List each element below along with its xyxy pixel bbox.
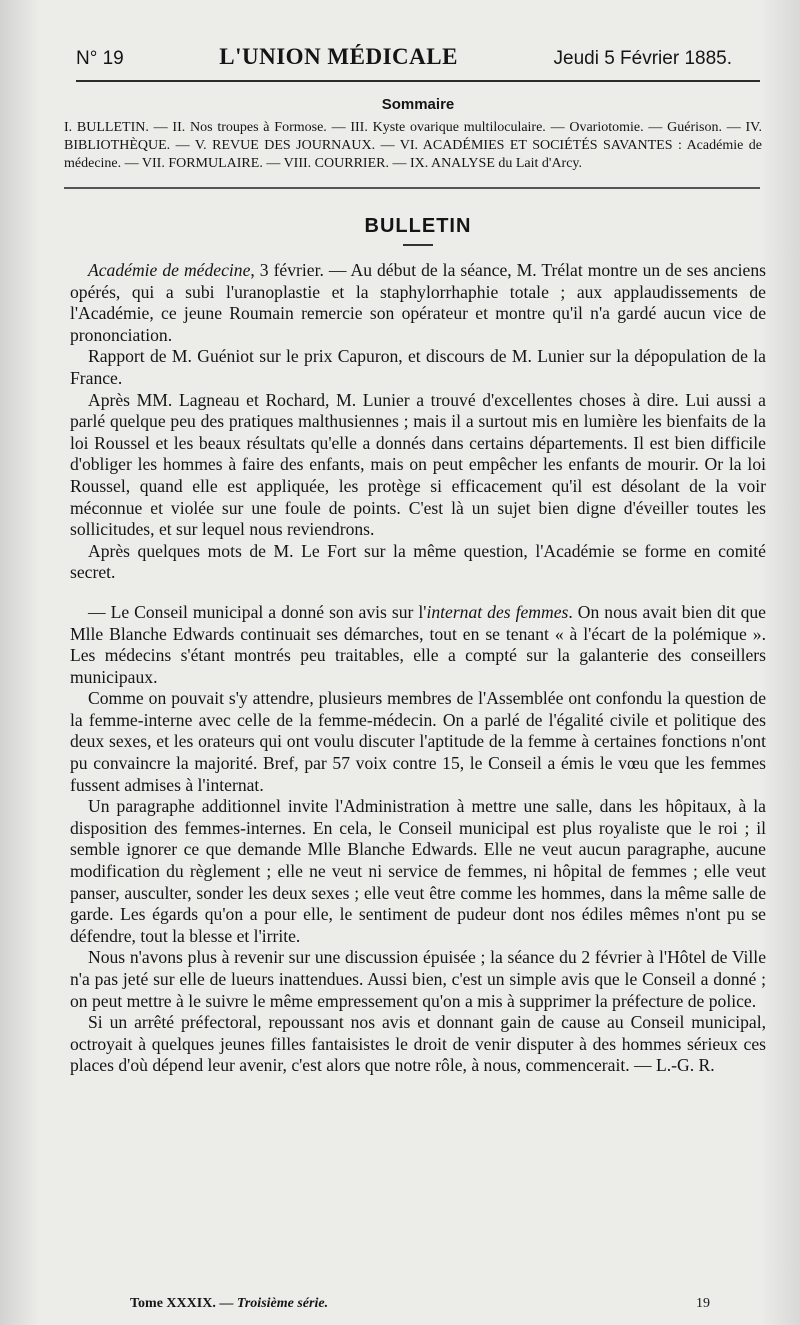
series-label: Troisième série. [236,1296,329,1311]
issue-date: Jeudi 5 Février 1885. [553,48,732,69]
internat-title: internat des femmes [426,601,569,622]
paragraph-4: Après quelques mots de M. Le Fort sur la même question, l'Académie se forme en comité secret. [70,540,766,583]
bulletin-underline [403,244,433,246]
paragraph-3: Après MM. Lagneau et Rochard, M. Lunier a trouvé d'excellentes choses à dire. Lui aussi a parlé quelque peu des pratiques malthusiennes ; mais il a surtout mis en lumière les bienfaits de la loi Roussel et les beaux résultats qu'elle a donnés dans certains départements. Il est bien difficile d'obliger les hommes à faire des enfants, mais on peut empêcher les enfants de mourir. Or la loi Roussel, quand elle est appliquée, les protège si efficacement qu'il est désolant de la voir méconnue et violée sur une foule de points. C'est là un sujet bien digne d'éveiller toutes les sollicitudes, et sur lequel nous reviendrons. [70,389,766,540]
page-footer [130,1296,710,1312]
paragraph-7: Un paragraphe additionnel invite l'Administration à mettre une salle, dans les hôpitaux, à la disposition des femmes-internes. En cela, le Conseil municipal est plus royaliste que le roi ; il semble ignorer ce que demande Mlle Blanche Edwards. Elle ne veut aucun paragraphe, aucune modification du règlement ; elle ne veut ni service de femmes, ni hôpital de femmes ; elle veut panser, ausculter, sonder les deux sexes ; elle veut être comme les hommes, dans la même salle de garde. Les égards qu'on a pour elle, le sentiment de pudeur dont nos édiles mêmes n'ont pu se défendre, tout la blesse et l'irrite. [70,796,766,946]
page-header [76,44,760,70]
bulletin-heading: BULLETIN [364,215,472,237]
paragraph-9: Si un arrêté préfectoral, repoussant nos avis et donnant gain de cause au Conseil municipal, octroyait à quelques jeunes filles fantaisistes le droit de venir disputer à des hommes sérieux ces places d'où dépend leur avenir, c'est alors que notre rôle, à nous, commencerait. — L.-G. R. [70,1012,766,1076]
academy-title: Académie de médecine [88,260,251,280]
paragraph-5-end: . On nous avait bien dit que Mlle Blanche Edwards continuait ses démarches, tout en se tenant « à l'écart de la polémique ». Les médecins s'étant montrés peu traitables, elle a compté sur la galanterie des conseillers municipaux. [70,601,766,687]
article-body [70,260,766,1077]
paragraph-6: Comme on pouvait s'y attendre, plusieurs membres de l'Assemblée ont confondu la question de la femme-interne avec celle de la femme-médecin. On a parlé de l'égalité civile et politique des deux sexes, et les orateurs qui ont voulu discuter l'aptitude de la femme à certaines fonctions n'ont pu convaincre la majorité. Bref, par 57 voix contre 15, le Conseil a émis le vœu que les femmes fussent admises à l'internat. [70,688,766,795]
summary-rule [64,187,760,189]
paragraph-5-start: — Le Conseil municipal a donné son avis sur l' [88,601,427,622]
summary-text: I. BULLETIN. — II. Nos troupes à Formose. — III. Kyste ovarique multiloculaire. — Ovariotomie. — Guérison. — IV. BIBLIOTHÈQUE. — V. REVUE DES JOURNAUX. — VI. ACADÉMIES ET SOCIÉTÉS SAVANTES : Académie de médecine. — VII. FORMULAIRE. — VIII. COURRIER. — IX. ANALYSE du Lait d'Arcy. [64,120,762,171]
journal-title: L'UNION MÉDICALE [219,44,458,69]
issue-number: N° 19 [76,48,124,69]
tome-label: Tome XXXIX. — [130,1296,237,1311]
header-rule [76,80,760,82]
tome-info [130,1296,328,1312]
paragraph-5 [70,602,766,688]
paragraph-1-text: , 3 février. — Au début de la séance, M. Trélat montre un de ses anciens opérés, qui a subi l'uranoplastie et la staphylorrhaphie totale ; aux applaudissements de l'Académie, ce jeune Roumain remercie son opérateur et montre qu'il n'a gardé aucun vice de prononciation. [70,260,767,345]
paragraph-8: Nous n'avons plus à revenir sur une discussion épuisée ; la séance du 2 février à l'Hôtel de Ville n'a pas jeté sur elle de lueurs inattendues. Aussi bien, c'est un simple avis que le Conseil a donné ; on peut mettre à le suivre le même empressement qu'on a mis à supprimer la préfecture de police. [70,947,766,1011]
paragraph-1 [70,260,766,346]
paragraph-2: Rapport de M. Guéniot sur le prix Capuron, et discours de M. Lunier sur la dépopulation de la France. [70,346,766,388]
page-number: 19 [696,1296,710,1311]
summary-title: Sommaire [381,96,455,113]
